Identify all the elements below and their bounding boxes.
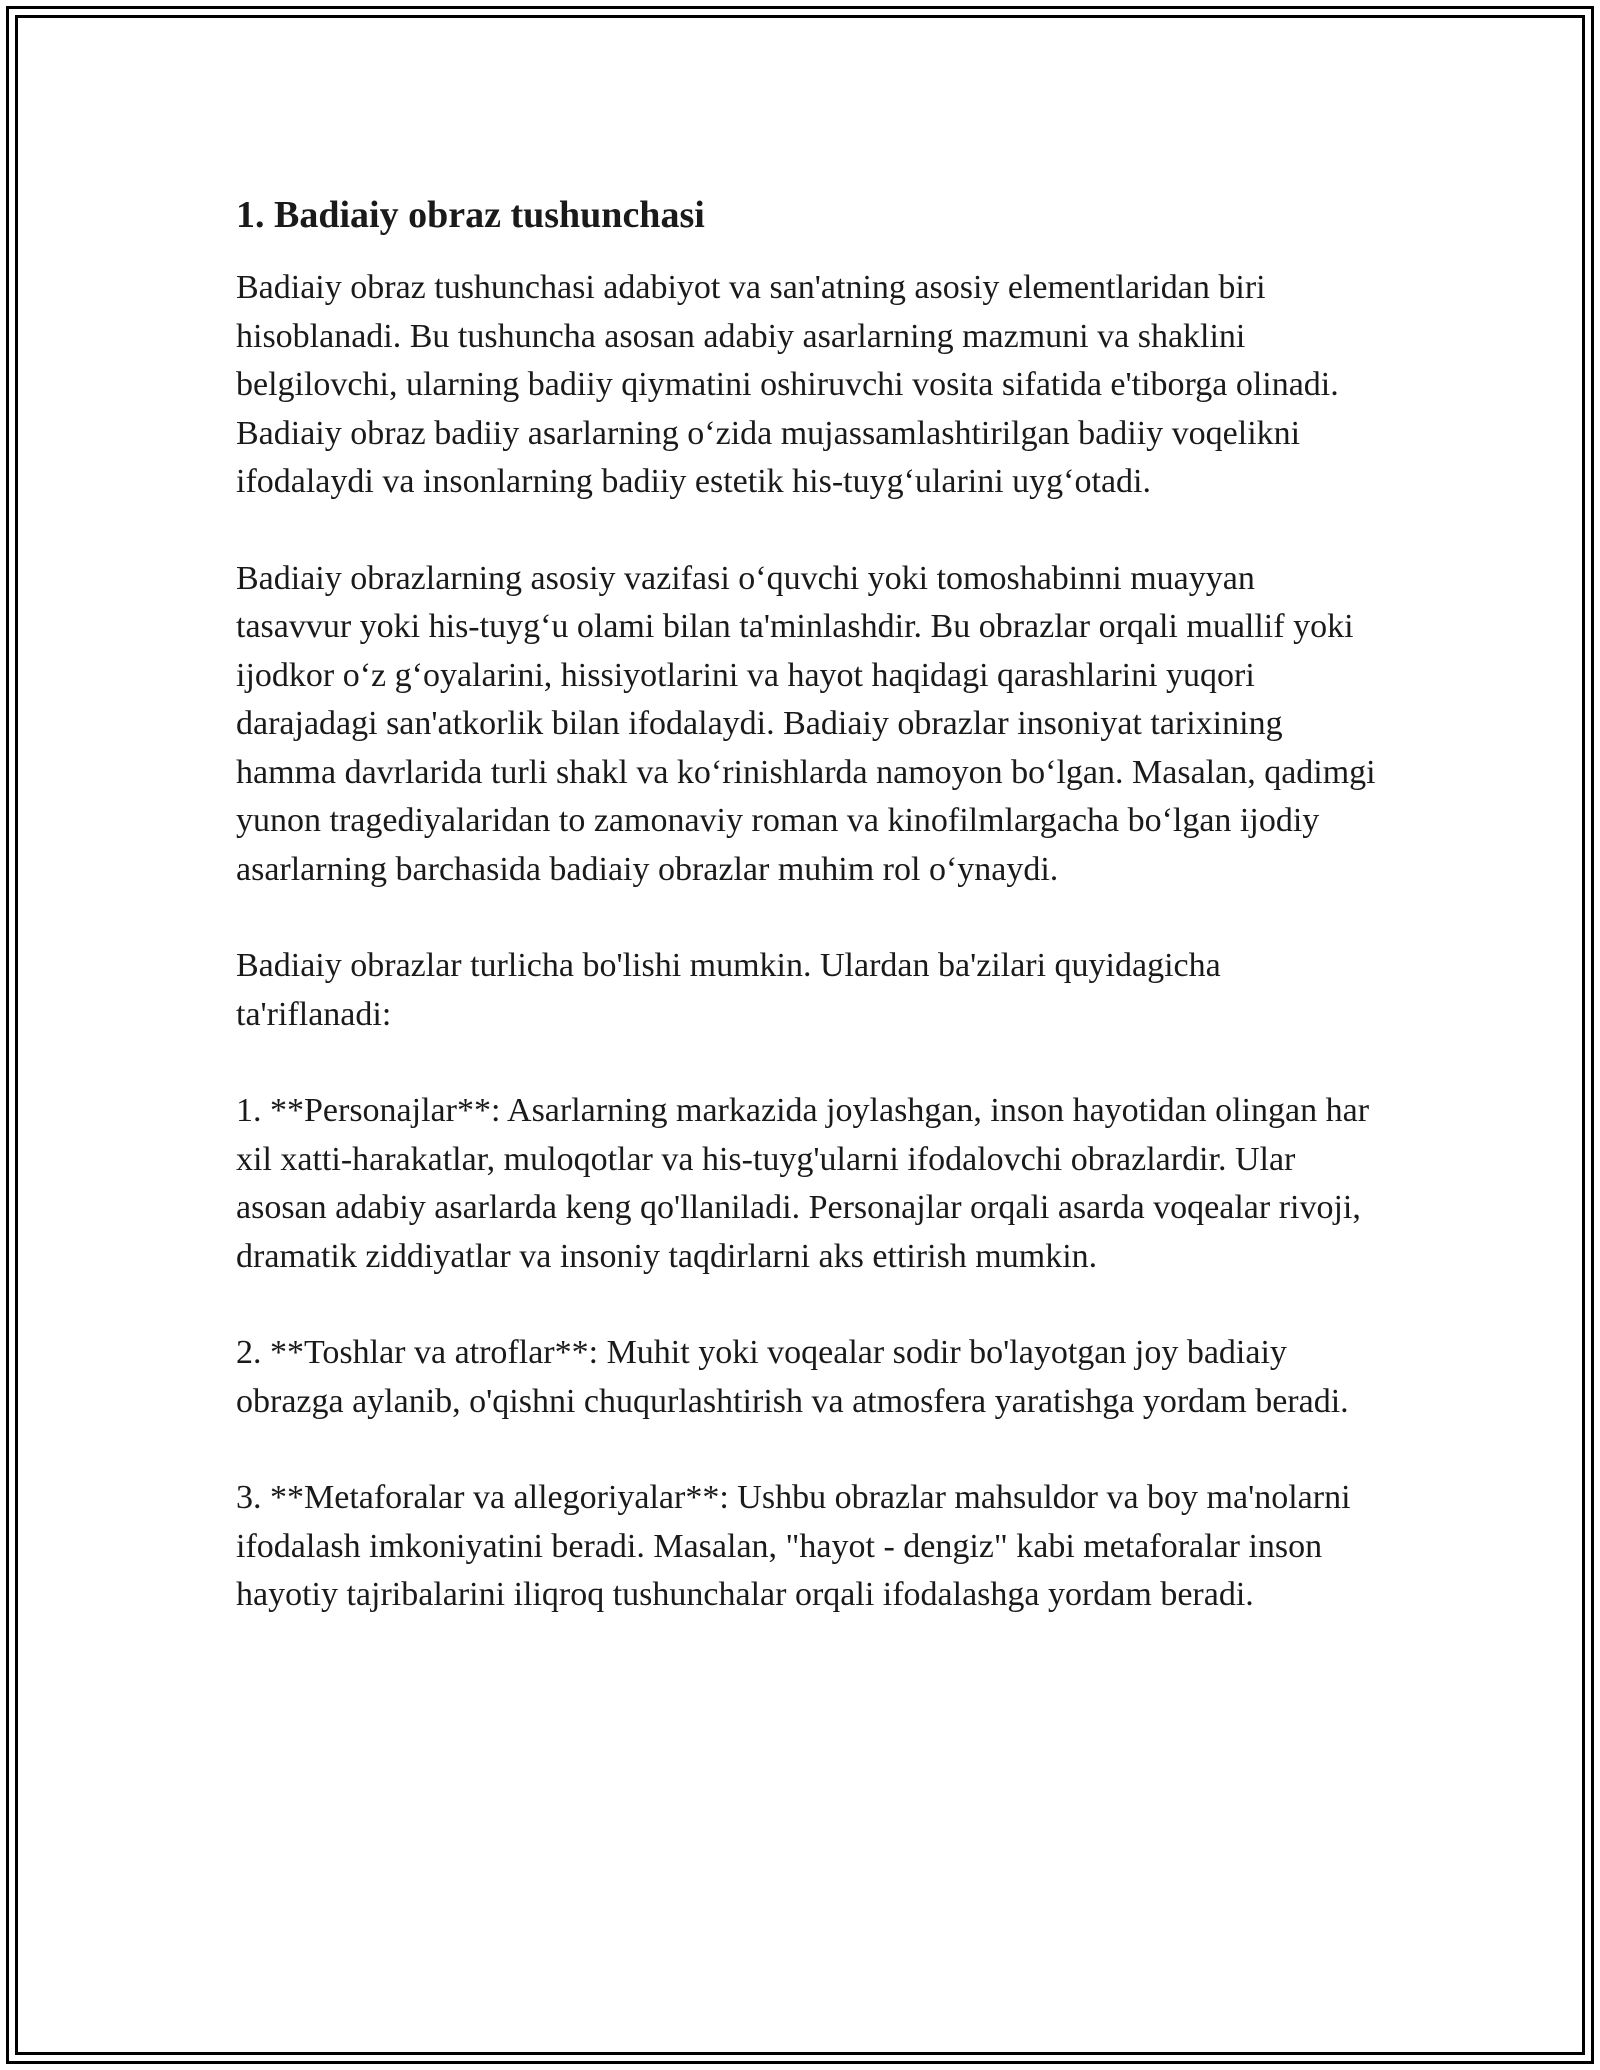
list-item-personajlar: 1. **Personajlar**: Asarlarning markazida joylashgan, inson hayotidan olingan har xil xatti-harakatlar, muloqotlar va his-tuyg'ularni ifodalovchi obrazlardir. Ular asosan adabiy asarlarda keng qo'llaniladi. Personajlar orqali asarda voqealar rivoji, dramatik ziddiyatlar va insoniy taqdirlarni aks ettirish mumkin. xyxy=(236,1092,1370,1275)
document-body xyxy=(236,190,1376,1620)
list-item-toshlar: 2. **Toshlar va atroflar**: Muhit yoki voqealar sodir bo'layotgan joy badiaiy obrazga aylanib, o'qishni chuqurlashtirish va atmosfera yaratishga yordam beradi. xyxy=(236,1334,1349,1420)
section-heading: 1. Badiaiy obraz tushunchasi xyxy=(236,194,705,236)
paragraph-intro: Badiaiy obraz tushunchasi adabiyot va san'atning asosiy elementlaridan biri hisoblanadi. Bu tushuncha asosan adabiy asarlarning mazmuni va shaklini belgilovchi, ularning badiiy qiymatini oshiruvchi vosita sifatida e'tiborga olinadi. Badiaiy obraz badiiy asarlarning oʻzida mujassamlashtirilgan badiiy voqelikni ifodalaydi va insonlarning badiiy estetik his-tuygʻularini uygʻotadi. xyxy=(236,269,1339,500)
list-item-metaforalar: 3. **Metaforalar va allegoriyalar**: Ushbu obrazlar mahsuldor va boy ma'nolarni ifodalash imkoniyatini beradi. Masalan, "hayot - dengiz" kabi metaforalar inson hayotiy tajribalarini iliqroq tushunchalar orqali ifodalashga yordam beradi. xyxy=(236,1479,1351,1613)
paragraph-purpose: Badiaiy obrazlarning asosiy vazifasi oʻquvchi yoki tomoshabinni muayyan tasavvur yoki his-tuygʻu olami bilan ta'minlashdir. Bu obrazlar orqali muallif yoki ijodkor oʻz gʻoyalarini, hissiyotlarini va hayot haqidagi qarashlarini yuqori darajadagi san'atkorlik bilan ifodalaydi. Badiaiy obrazlar insoniyat tarixining hamma davrlarida turli shakl va koʻrinishlarda namoyon boʻlgan. Masalan, qadimgi yunon tragediyalaridan to zamonaviy roman va kinofilmlargacha boʻlgan ijodiy asarlarning barchasida badiaiy obrazlar muhim rol oʻynaydi. xyxy=(236,559,1376,888)
paragraph-types-intro: Badiaiy obrazlar turlicha bo'lishi mumkin. Ulardan ba'zilari quyidagicha ta'riflanadi: xyxy=(236,947,1221,1033)
